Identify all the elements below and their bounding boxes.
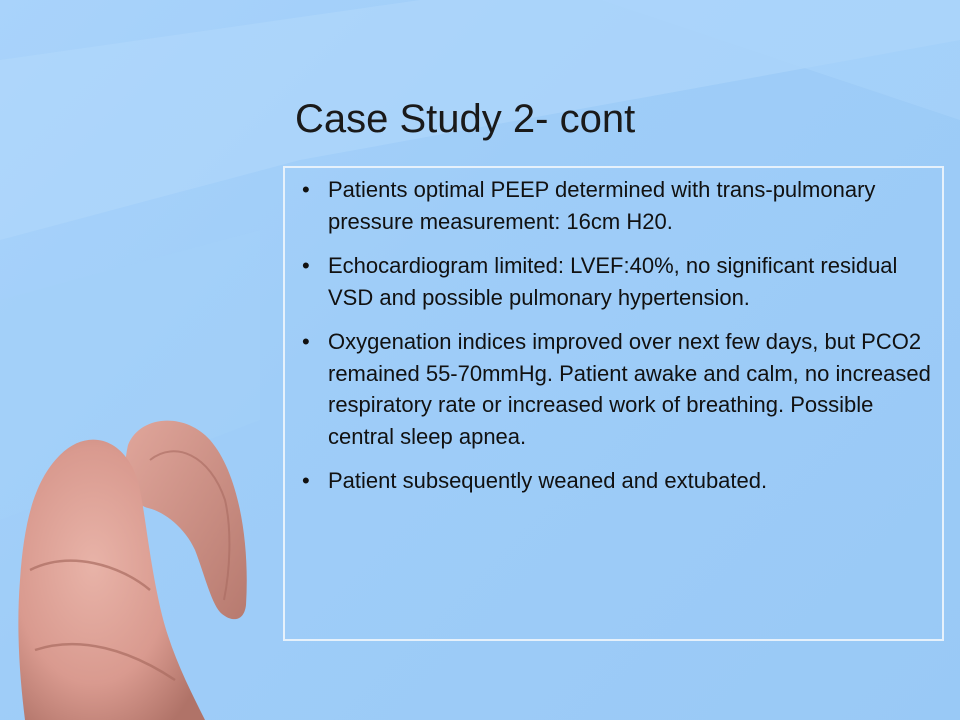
bullet-item [300, 250, 940, 313]
bullet-text: Patients optimal PEEP determined with trans-pulmonary pressure measurement: 16cm H20. [328, 177, 876, 234]
bullet-dot: • [302, 253, 310, 278]
slide-title: Case Study 2- cont [295, 97, 636, 141]
bullet-text: Patient subsequently weaned and extubated. [328, 468, 768, 493]
bullet-item [300, 326, 940, 452]
bullet-dot: • [302, 329, 310, 354]
bullet-list [300, 174, 940, 510]
bullet-item [300, 174, 940, 237]
bullet-text: Oxygenation indices improved over next few days, but PCO2 remained 55-70mmHg. Patient awake and calm, no increased respiratory rate or increased work of breathing. Possible central sleep apnea. [328, 329, 931, 449]
bullet-item [300, 465, 940, 497]
bullet-dot: • [302, 177, 310, 202]
lung-icon [0, 400, 270, 720]
bullet-text: Echocardiogram limited: LVEF:40%, no significant residual VSD and possible pulmonary hypertension. [328, 253, 898, 310]
bullet-dot: • [302, 468, 310, 493]
